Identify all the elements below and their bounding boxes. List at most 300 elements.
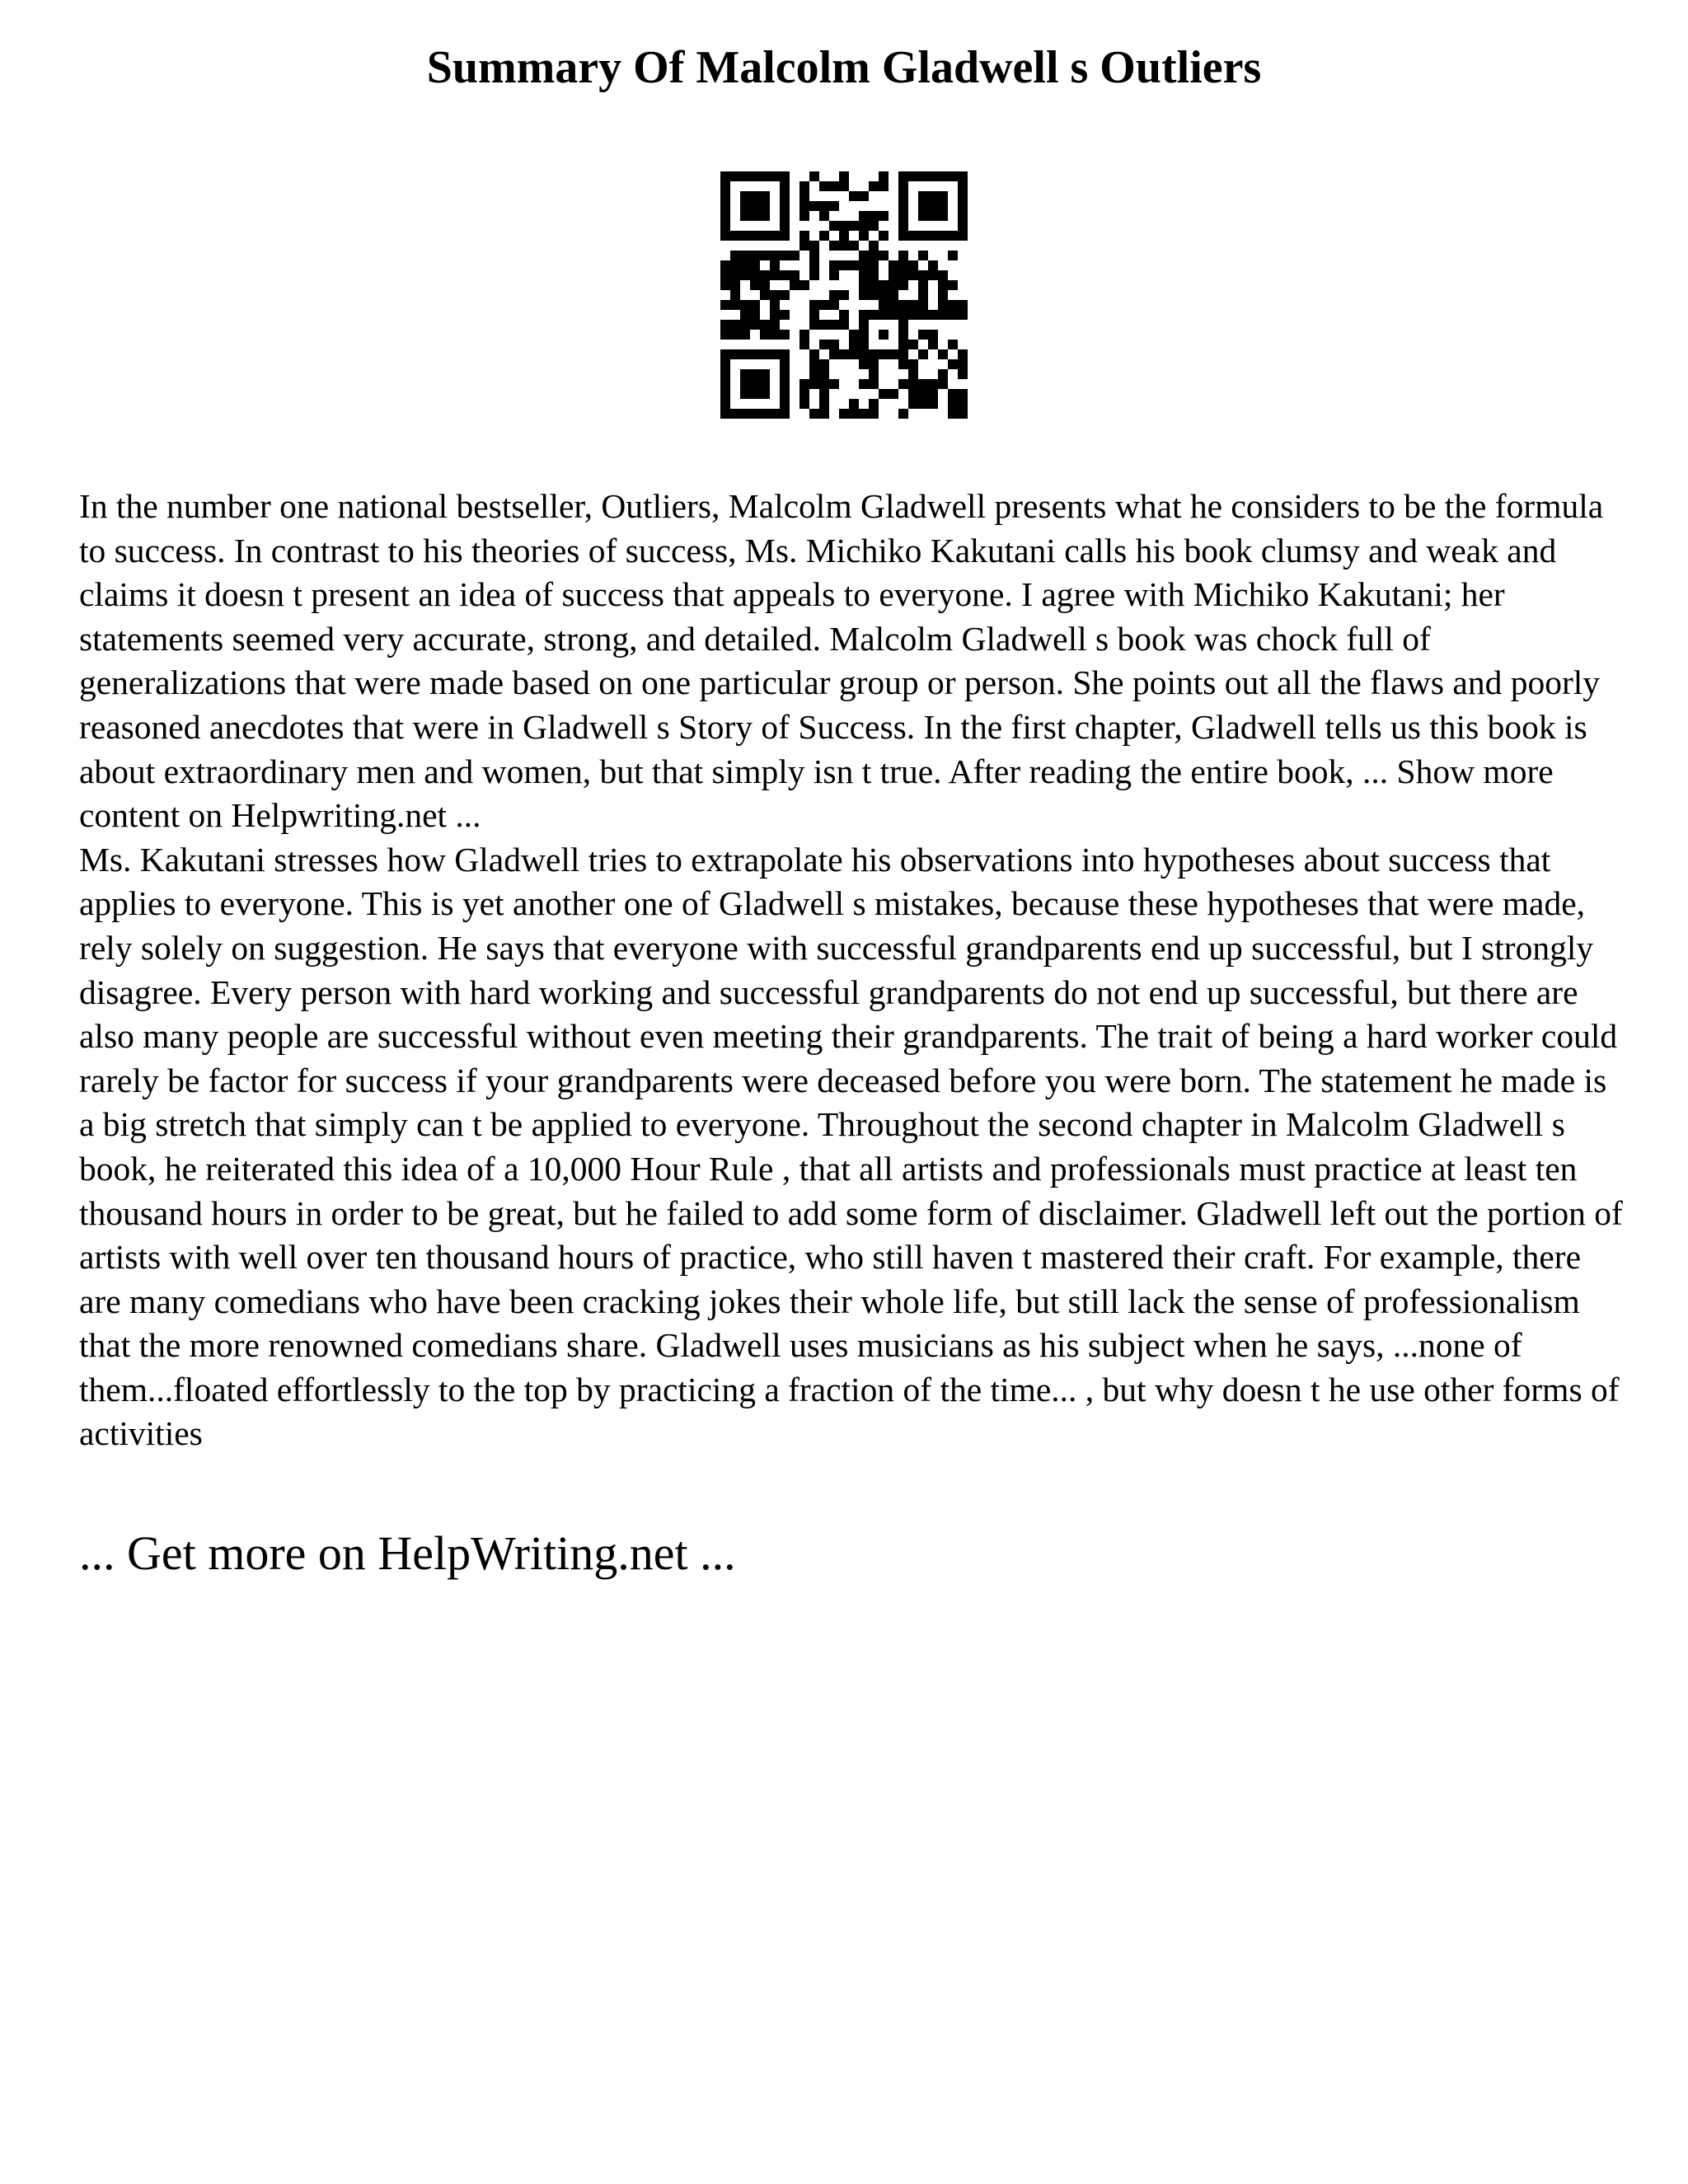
qr-module: [809, 359, 819, 369]
qr-module: [740, 330, 750, 340]
qr-module: [849, 349, 859, 359]
qr-module: [898, 280, 908, 290]
qr-module: [720, 359, 730, 369]
qr-module: [720, 201, 730, 211]
qr-module: [879, 280, 889, 290]
qr-module: [938, 231, 948, 241]
qr-module: [908, 310, 918, 320]
qr-module: [750, 270, 760, 280]
qr-module: [928, 340, 938, 349]
qr-module: [958, 310, 968, 320]
qr-module: [750, 280, 760, 290]
qr-module: [730, 290, 740, 300]
qr-module: [720, 300, 730, 310]
qr-module: [809, 201, 819, 211]
qr-module: [780, 251, 790, 260]
qr-module: [889, 300, 898, 310]
qr-module: [918, 231, 928, 241]
qr-module: [809, 369, 819, 379]
qr-module: [730, 280, 740, 290]
qr-module: [819, 389, 829, 399]
qr-module: [869, 251, 879, 260]
qr-module: [829, 241, 839, 251]
qr-module: [730, 260, 740, 270]
qr-module: [958, 231, 968, 241]
qr-module: [948, 231, 958, 241]
qr-module: [760, 171, 770, 181]
qr-module: [948, 399, 958, 409]
qr-module: [938, 280, 948, 290]
qr-module: [859, 379, 869, 389]
qr-module: [780, 399, 790, 409]
qr-module: [809, 251, 819, 260]
qr-module: [780, 201, 790, 211]
qr-module: [740, 369, 750, 379]
qr-module: [938, 211, 948, 221]
qr-module: [720, 221, 730, 231]
qr-module: [938, 201, 948, 211]
qr-module: [740, 379, 750, 389]
qr-module: [869, 211, 879, 221]
qr-module: [908, 171, 918, 181]
qr-module: [859, 211, 869, 221]
qr-module: [799, 379, 809, 389]
qr-module: [809, 379, 819, 389]
qr-module: [819, 201, 829, 211]
qr-module: [819, 320, 829, 330]
qr-module: [948, 171, 958, 181]
qr-module: [958, 300, 968, 310]
qr-module: [958, 171, 968, 181]
qr-module: [938, 369, 948, 379]
qr-module: [790, 280, 799, 290]
qr-module: [869, 399, 879, 409]
qr-module: [750, 171, 760, 181]
body-paragraph-2: Ms. Kakutani stresses how Gladwell tries to extrapolate his observations into hypotheses about success that applies to everyone. This is yet another one of Gladwell s mistakes, because these hypotheses that were made, rely solely on suggestion. He says that everyone with successful grandparents end up successful, but I strongly disagree. Every person with hard working and successful grandparents do not end up successful, but there are also many people are successful without even meeting their grandparents. The trait of being a hard worker could rarely be factor for success if your grandparents were deceased before you were born. The statement he made is a big stretch that simply can t be applied to everyone. Throughout the second chapter in Malcolm Gladwell s book, he reiterated this idea of a 10,000 Hour Rule , that all artists and professionals must practice at least ten thousand hours in order to be great, but he failed to add some form of disclaimer. Gladwell left out the portion of artists with well over ten thousand hours of practice, who still haven t mastered their craft. For example, there are many comedians who have been cracking jokes their whole life, but still lack the sense of professionalism that the more renowned comedians share. Gladwell uses musicians as his subject when he says, ...none of them...floated effortlessly to the top by practicing a fraction of the time... , but why doesn t he use other forms of activities: [79, 840, 1623, 1453]
qr-module: [948, 310, 958, 320]
qr-module: [720, 270, 730, 280]
qr-module: [948, 251, 958, 260]
qr-module: [928, 260, 938, 270]
qr-module: [829, 340, 839, 349]
qr-module: [780, 310, 790, 320]
get-more-link[interactable]: ... Get more on HelpWriting.net ...: [79, 1526, 736, 1580]
qr-module: [898, 300, 908, 310]
qr-module: [750, 251, 760, 260]
qr-module: [928, 310, 938, 320]
qr-module: [760, 320, 770, 330]
qr-module: [839, 221, 849, 231]
qr-module: [799, 280, 809, 290]
qr-module: [819, 300, 829, 310]
qr-module: [928, 171, 938, 181]
qr-module: [829, 260, 839, 270]
qr-module: [958, 201, 968, 211]
qr-module: [750, 260, 760, 270]
qr-module: [879, 349, 889, 359]
qr-module: [928, 191, 938, 201]
qr-module: [790, 251, 799, 260]
qr-module: [918, 399, 928, 409]
qr-module: [898, 379, 908, 389]
qr-module: [958, 409, 968, 419]
qr-module: [918, 211, 928, 221]
qr-module: [780, 211, 790, 221]
qr-module: [760, 389, 770, 399]
qr-module: [898, 251, 908, 260]
qr-module: [720, 409, 730, 419]
qr-module: [849, 330, 859, 340]
qr-module: [918, 330, 928, 340]
qr-module: [720, 231, 730, 241]
qr-module: [918, 379, 928, 389]
qr-module: [839, 171, 849, 181]
qr-module: [770, 349, 780, 359]
qr-module: [720, 260, 730, 270]
qr-module: [770, 290, 780, 300]
qr-module: [869, 280, 879, 290]
qr-module: [819, 231, 829, 241]
qr-module: [859, 349, 869, 359]
qr-module: [908, 399, 918, 409]
qr-module: [770, 300, 780, 310]
qr-module: [799, 201, 809, 211]
qr-module: [809, 320, 819, 330]
qr-module: [859, 221, 869, 231]
qr-module: [829, 181, 839, 191]
qr-module: [740, 191, 750, 201]
qr-module: [780, 270, 790, 280]
qr-module: [760, 280, 770, 290]
qr-module: [819, 359, 829, 369]
qr-module: [780, 369, 790, 379]
qr-code-icon: [720, 171, 968, 419]
qr-module: [898, 171, 908, 181]
qr-module: [839, 349, 849, 359]
qr-module: [938, 349, 948, 359]
qr-module: [879, 181, 889, 191]
qr-module: [780, 231, 790, 241]
qr-module: [898, 221, 908, 231]
qr-module: [849, 260, 859, 270]
qr-module: [859, 290, 869, 300]
qr-module: [799, 389, 809, 399]
qr-module: [730, 270, 740, 280]
qr-module: [889, 349, 898, 359]
qr-module: [809, 241, 819, 251]
qr-module: [780, 171, 790, 181]
qr-module: [780, 191, 790, 201]
qr-module: [730, 300, 740, 310]
qr-module: [720, 379, 730, 389]
qr-module: [740, 349, 750, 359]
qr-module: [889, 280, 898, 290]
qr-module: [780, 349, 790, 359]
qr-module: [809, 171, 819, 181]
qr-module: [839, 320, 849, 330]
qr-module: [750, 369, 760, 379]
qr-module: [750, 201, 760, 211]
qr-module: [799, 241, 809, 251]
qr-module: [819, 211, 829, 221]
qr-module: [799, 231, 809, 241]
qr-module: [740, 211, 750, 221]
qr-module: [720, 349, 730, 359]
qr-module: [918, 201, 928, 211]
qr-module: [740, 231, 750, 241]
qr-module: [770, 270, 780, 280]
qr-module: [869, 181, 879, 191]
qr-module: [770, 330, 780, 340]
qr-module: [730, 251, 740, 260]
qr-module: [918, 349, 928, 359]
qr-module: [908, 359, 918, 369]
qr-module: [938, 191, 948, 201]
qr-module: [918, 310, 928, 320]
qr-module: [908, 340, 918, 349]
qr-module: [740, 270, 750, 280]
qr-module: [720, 181, 730, 191]
qr-module: [799, 340, 809, 349]
qr-module: [928, 201, 938, 211]
qr-module: [740, 171, 750, 181]
qr-module: [819, 399, 829, 409]
qr-module: [918, 280, 928, 290]
qr-module: [770, 231, 780, 241]
qr-module: [770, 251, 780, 260]
qr-module: [879, 310, 889, 320]
qr-module: [730, 320, 740, 330]
qr-module: [879, 290, 889, 300]
qr-module: [898, 201, 908, 211]
qr-module: [898, 270, 908, 280]
qr-module: [889, 310, 898, 320]
qr-module: [720, 171, 730, 181]
qr-module: [898, 211, 908, 221]
qr-module: [740, 389, 750, 399]
qr-module: [770, 320, 780, 330]
qr-module: [740, 320, 750, 330]
qr-module: [938, 270, 948, 280]
qr-module: [740, 260, 750, 270]
qr-module: [799, 191, 809, 201]
qr-module: [730, 330, 740, 340]
qr-module: [809, 310, 819, 320]
qr-module: [958, 399, 968, 409]
qr-module: [958, 389, 968, 399]
qr-module: [730, 349, 740, 359]
qr-module: [809, 349, 819, 359]
qr-module: [829, 290, 839, 300]
qr-module: [750, 310, 760, 320]
qr-module: [889, 290, 898, 300]
qr-module: [898, 181, 908, 191]
qr-module: [908, 300, 918, 310]
qr-module: [928, 211, 938, 221]
qr-module: [869, 369, 879, 379]
qr-module: [730, 231, 740, 241]
qr-module: [898, 349, 908, 359]
qr-module: [760, 211, 770, 221]
qr-module: [958, 369, 968, 379]
qr-module: [720, 191, 730, 201]
qr-module: [839, 181, 849, 191]
qr-module: [948, 409, 958, 419]
qr-module: [750, 389, 760, 399]
qr-module: [859, 320, 869, 330]
qr-module: [928, 399, 938, 409]
qr-module: [849, 221, 859, 231]
document-title: Summary Of Malcolm Gladwell s Outliers: [426, 42, 1262, 93]
qr-module: [799, 330, 809, 340]
qr-module: [859, 191, 869, 201]
qr-module: [869, 409, 879, 419]
qr-module: [720, 399, 730, 409]
qr-module: [918, 290, 928, 300]
qr-module: [948, 340, 958, 349]
qr-module: [879, 300, 889, 310]
qr-module: [859, 340, 869, 349]
qr-code-graphic: [720, 171, 968, 419]
qr-module: [958, 191, 968, 201]
qr-module: [750, 191, 760, 201]
qr-module: [720, 389, 730, 399]
qr-module: [819, 409, 829, 419]
qr-module: [869, 359, 879, 369]
qr-module: [740, 310, 750, 320]
qr-module: [819, 379, 829, 389]
qr-module: [898, 320, 908, 330]
qr-module: [770, 310, 780, 320]
qr-module: [958, 349, 968, 359]
qr-module: [898, 330, 908, 340]
body-paragraph-1: In the number one national bestseller, Outliers, Malcolm Gladwell presents what he considers to be the formula to success. In contrast to his theories of success, Ms. Michiko Kakutani calls his book clumsy and weak and claims it doesn t present an idea of success that appeals to everyone. I agree with Michiko Kakutani; her statements seemed very accurate, strong, and detailed. Malcolm Gladwell s book was chock full of generalizations that were made based on one particular group or person. She points out all the flaws and poorly reasoned anecdotes that were in Gladwell s Story of Success. In the first chapter, Gladwell tells us this book is about extraordinary men and women, but that simply isn t true. After reading the entire book, ... Show more content on Helpwriting.net ...: [79, 487, 1604, 835]
qr-module: [760, 270, 770, 280]
qr-module: [938, 379, 948, 389]
qr-module: [918, 251, 928, 260]
qr-module: [750, 231, 760, 241]
qr-module: [780, 389, 790, 399]
qr-module: [849, 409, 859, 419]
qr-module: [908, 231, 918, 241]
qr-module: [829, 221, 839, 231]
qr-module: [908, 369, 918, 379]
qr-module: [898, 409, 908, 419]
qr-module: [859, 280, 869, 290]
qr-module: [859, 330, 869, 340]
qr-module: [760, 379, 770, 389]
qr-module: [898, 340, 908, 349]
qr-module: [829, 201, 839, 211]
qr-module: [809, 270, 819, 280]
qr-module: [839, 231, 849, 241]
qr-module: [918, 300, 928, 310]
qr-module: [730, 171, 740, 181]
qr-module: [760, 330, 770, 340]
qr-module: [918, 270, 928, 280]
qr-module: [859, 270, 869, 280]
qr-module: [799, 181, 809, 191]
qr-module: [780, 181, 790, 191]
qr-module: [750, 211, 760, 221]
qr-module: [760, 251, 770, 260]
qr-module: [819, 369, 829, 379]
qr-module: [849, 340, 859, 349]
qr-module: [770, 409, 780, 419]
qr-module: [889, 270, 898, 280]
qr-module: [928, 231, 938, 241]
qr-module: [948, 300, 958, 310]
qr-module: [760, 369, 770, 379]
qr-module: [928, 330, 938, 340]
document-body: [79, 485, 1629, 1456]
qr-module: [760, 349, 770, 359]
qr-module: [829, 379, 839, 389]
qr-module: [869, 270, 879, 280]
qr-module: [770, 171, 780, 181]
qr-module: [859, 310, 869, 320]
qr-module: [720, 280, 730, 290]
qr-module: [760, 201, 770, 211]
qr-module: [740, 201, 750, 211]
qr-module: [849, 399, 859, 409]
qr-module: [809, 260, 819, 270]
qr-module: [740, 300, 750, 310]
qr-module: [869, 310, 879, 320]
qr-module: [879, 251, 889, 260]
qr-module: [780, 221, 790, 231]
qr-module: [839, 260, 849, 270]
qr-module: [760, 231, 770, 241]
qr-module: [889, 260, 898, 270]
qr-module: [908, 379, 918, 389]
qr-module: [898, 359, 908, 369]
qr-module: [958, 359, 968, 369]
qr-module: [760, 290, 770, 300]
qr-module: [829, 320, 839, 330]
qr-module: [819, 340, 829, 349]
qr-module: [948, 359, 958, 369]
qr-module: [928, 389, 938, 399]
qr-module: [829, 300, 839, 310]
qr-module: [928, 379, 938, 389]
qr-module: [859, 359, 869, 369]
qr-module: [780, 359, 790, 369]
qr-module: [809, 300, 819, 310]
qr-module: [869, 221, 879, 231]
qr-module: [879, 211, 889, 221]
qr-module: [869, 379, 879, 389]
qr-module: [879, 171, 889, 181]
qr-module: [839, 290, 849, 300]
qr-module: [938, 310, 948, 320]
qr-module: [760, 191, 770, 201]
qr-module: [730, 409, 740, 419]
qr-module: [740, 409, 750, 419]
qr-module: [829, 270, 839, 280]
qr-module: [948, 280, 958, 290]
qr-module: [908, 260, 918, 270]
qr-module: [790, 270, 799, 280]
qr-module: [750, 379, 760, 389]
qr-module: [839, 310, 849, 320]
qr-module: [750, 300, 760, 310]
qr-module: [819, 181, 829, 191]
qr-module: [958, 211, 968, 221]
qr-module: [869, 290, 879, 300]
qr-module: [908, 389, 918, 399]
qr-module: [720, 369, 730, 379]
